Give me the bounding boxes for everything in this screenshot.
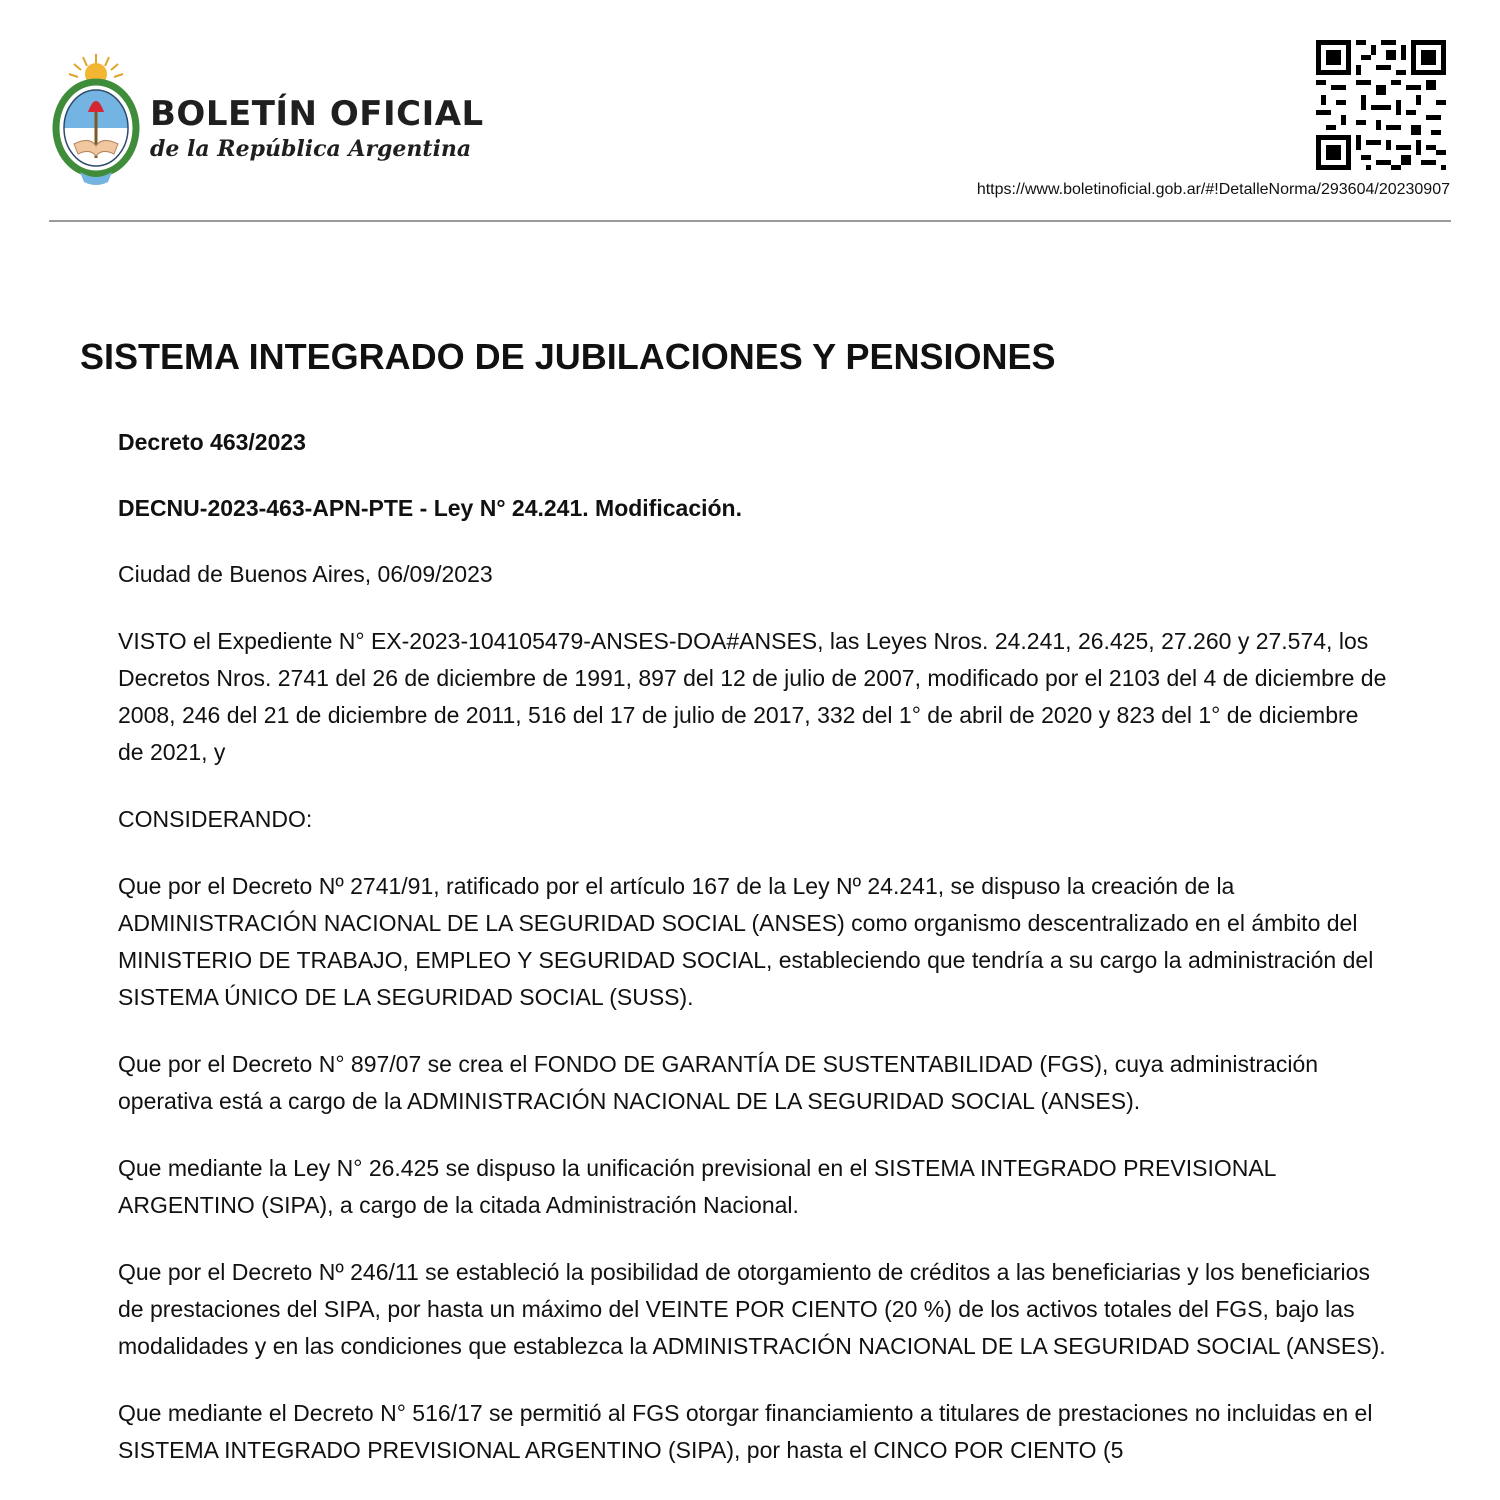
considerando-paragraph-5: Que mediante el Decreto N° 516/17 se permitió al FGS otorgar financiamiento a titulares de prestaciones no incluidas en el SISTEMA INTEGRADO PREVISIONAL ARGENTINO (SIPA), por hasta el CINCO POR CIENTO (5 — [118, 1400, 1373, 1463]
decree-code: DECNU-2023-463-APN-PTE - Ley N° 24.241. Modificación. — [118, 495, 742, 521]
section-title: SISTEMA INTEGRADO DE JUBILACIONES Y PENSIONES — [80, 336, 1056, 377]
brand-title: BOLETÍN OFICIAL — [150, 94, 484, 134]
place-date: Ciudad de Buenos Aires, 06/09/2023 — [118, 561, 493, 587]
brand-subtitle: de la República Argentina — [150, 136, 472, 162]
page-header — [0, 0, 1500, 230]
considerando-paragraph-3: Que mediante la Ley N° 26.425 se dispuso la unificación previsional en el SISTEMA INTEGRADO PREVISIONAL ARGENTINO (SIPA), a cargo de la citada Administración Nacional. — [118, 1155, 1276, 1218]
header-divider — [49, 220, 1451, 222]
coat-of-arms-icon — [50, 50, 142, 190]
considerando-paragraph-1: Que por el Decreto Nº 2741/91, ratificado por el artículo 167 de la Ley Nº 24.241, se dispuso la creación de la ADMINISTRACIÓN NACIONAL DE LA SEGURIDAD SOCIAL (ANSES) como organismo descentralizado en el ámbito del MINISTERIO DE TRABAJO, EMPLEO Y SEGURIDAD SOCIAL, estableciendo que tendría a su cargo la administración del SISTEMA ÚNICO DE LA SEGURIDAD SOCIAL (SUSS). — [118, 873, 1374, 1010]
considerando-paragraph-2: Que por el Decreto N° 897/07 se crea el FONDO DE GARANTÍA DE SUSTENTABILIDAD (FGS), cuya administración operativa está a cargo de la ADMINISTRACIÓN NACIONAL DE LA SEGURIDAD SOCIAL (ANSES). — [118, 1051, 1319, 1114]
decree-number: Decreto 463/2023 — [118, 429, 306, 455]
document-url[interactable]: https://www.boletinoficial.gob.ar/#!DetalleNorma/293604/20230907 — [976, 181, 1450, 198]
document-body — [118, 424, 1388, 1469]
considerando-paragraph-4: Que por el Decreto Nº 246/11 se estableció la posibilidad de otorgamiento de créditos a las beneficiarias y los beneficiarios de prestaciones del SIPA, por hasta un máximo del VEINTE POR CIENTO (20 %) de los activos totales del FGS, bajo las modalidades y en las condiciones que establezca la ADMINISTRACIÓN NACIONAL DE LA SEGURIDAD SOCIAL (ANSES). — [118, 1259, 1386, 1359]
visto-paragraph: VISTO el Expediente N° EX-2023-104105479-ANSES-DOA#ANSES, las Leyes Nros. 24.241, 26.425, 27.260 y 27.574, los Decretos Nros. 2741 del 26 de diciembre de 1991, 897 del 12 de julio de 2007, modificado por el 2103 del 4 de diciembre de 2008, 246 del 21 de diciembre de 2011, 516 del 17 de julio de 2017, 332 del 1° de abril de 2020 y 823 del 1° de diciembre de 2021, y — [118, 628, 1387, 765]
qr-code-icon — [1316, 40, 1446, 170]
considerando-label: CONSIDERANDO: — [118, 806, 313, 832]
